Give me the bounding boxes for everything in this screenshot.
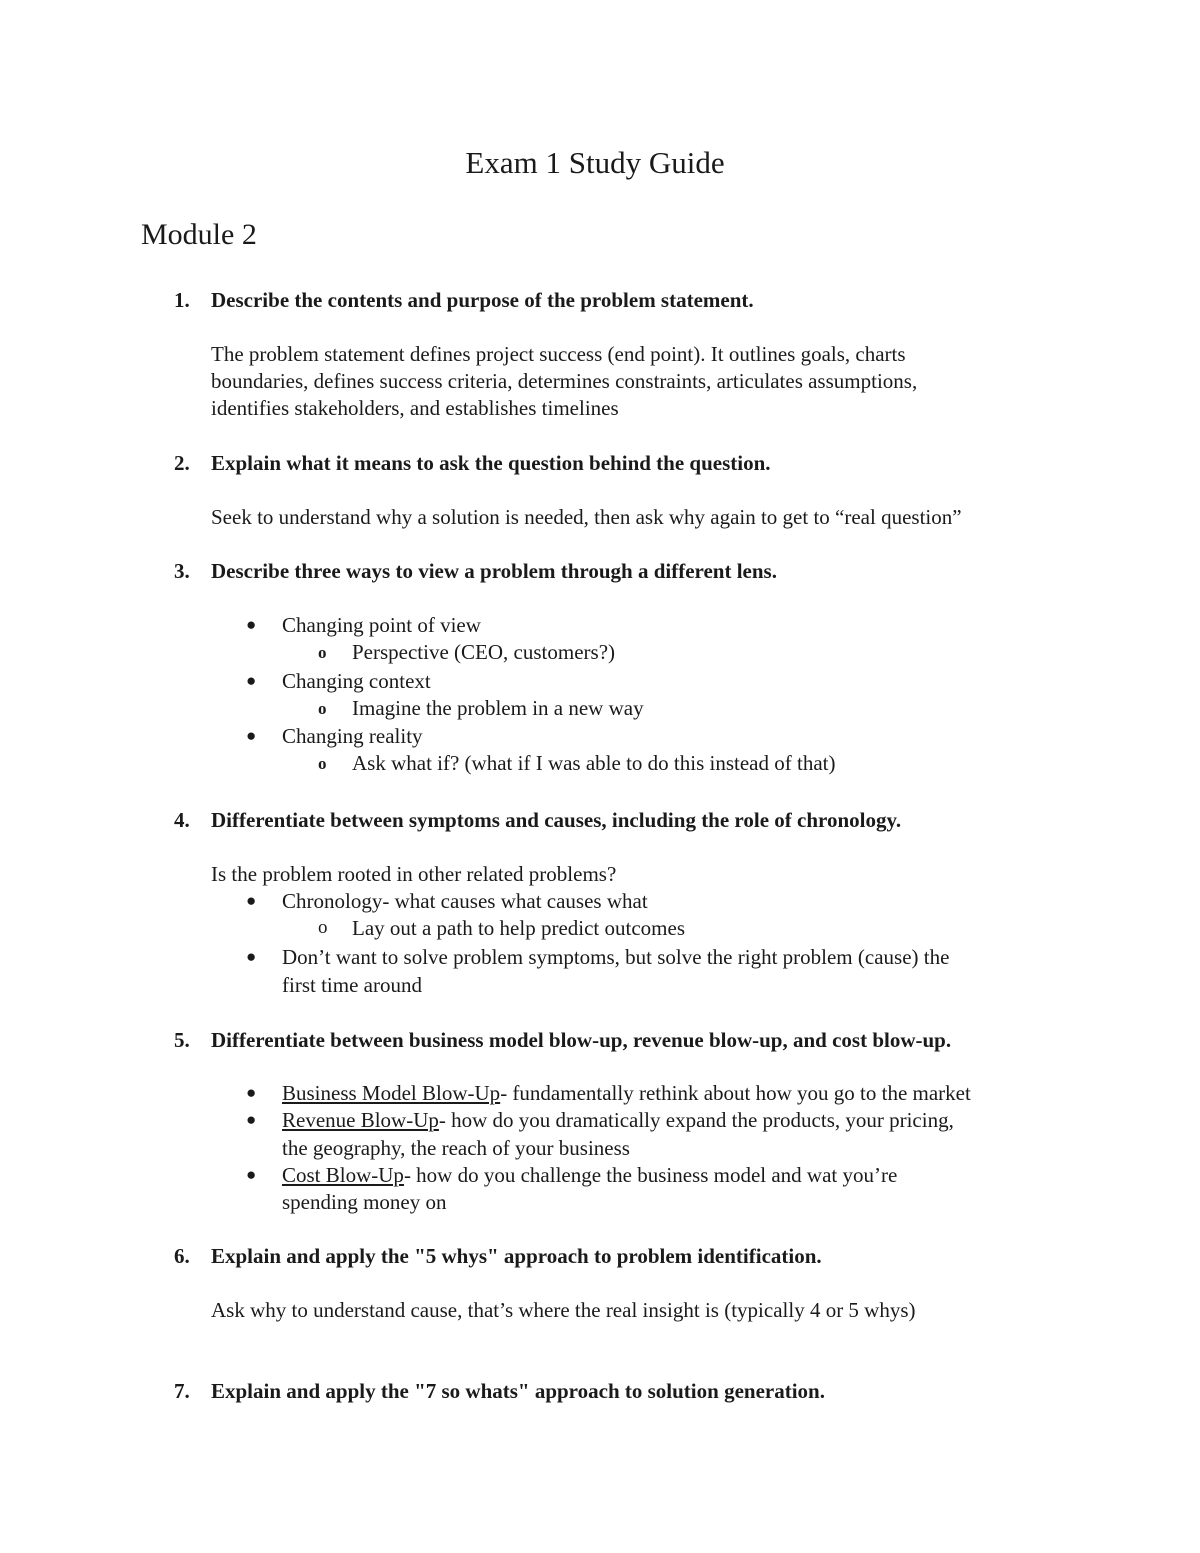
list-item: Changing context [282,669,431,693]
list-item-continued: first time around [282,973,422,997]
bullet-icon: ● [246,1165,257,1184]
sub-list-item: Ask what if? (what if I was able to do this instead of that) [352,751,836,775]
sub-bullet-icon: o [318,754,327,773]
list-item [282,1107,954,1133]
question-2: Explain what it means to ask the question behind the question. [211,451,771,475]
question-7: Explain and apply the "7 so whats" approach to solution generation. [211,1379,825,1403]
list-item: Changing point of view [282,613,481,637]
question-5: Differentiate between business model blow-up, revenue blow-up, and cost blow-up. [211,1028,952,1052]
page-title: Exam 1 Study Guide [465,145,725,180]
question-6: Explain and apply the "5 whys" approach to problem identification. [211,1244,822,1268]
answer-line: Seek to understand why a solution is needed, then ask why again to get to “real question” [211,505,962,529]
question-number: 1. [174,288,190,312]
bullet-icon: ● [246,891,257,910]
question-number: 2. [174,451,190,475]
term-revenue-blow-up: Revenue Blow-Up [282,1108,439,1132]
list-item [282,1162,897,1188]
term-business-model-blow-up: Business Model Blow-Up [282,1081,501,1105]
question-number: 3. [174,559,190,583]
answer-line: boundaries, defines success criteria, determines constraints, articulates assumptions, [211,369,918,393]
term-definition: - how do you dramatically expand the products, your pricing, [438,1108,954,1132]
sub-list-item: Imagine the problem in a new way [352,696,644,720]
answer-line: Is the problem rooted in other related problems? [211,862,617,886]
list-item: Chronology- what causes what causes what [282,889,648,913]
sub-bullet-icon: o [318,699,327,718]
sub-list-item: Lay out a path to help predict outcomes [352,916,685,940]
bullet-icon: ● [246,947,257,966]
bullet-icon: ● [246,1110,257,1129]
term-cost-blow-up: Cost Blow-Up [282,1163,404,1187]
answer-line: Ask why to understand cause, that’s where the real insight is (typically 4 or 5 whys) [211,1298,916,1322]
question-number: 6. [174,1244,190,1268]
bullet-icon: ● [246,615,257,634]
question-3: Describe three ways to view a problem through a different lens. [211,559,777,583]
answer-line: The problem statement defines project success (end point). It outlines goals, charts [211,342,906,366]
list-item-continued: spending money on [282,1190,447,1214]
question-4: Differentiate between symptoms and causes, including the role of chronology. [211,808,902,832]
bullet-icon: ● [246,1083,257,1102]
sub-bullet-icon: o [318,917,328,938]
list-item-continued: the geography, the reach of your business [282,1136,630,1160]
question-number: 7. [174,1379,190,1403]
module-heading: Module 2 [141,218,257,251]
answer-line: identifies stakeholders, and establishes timelines [211,396,619,420]
bullet-icon: ● [246,671,257,690]
sub-bullet-icon: o [318,643,327,662]
list-item: Don’t want to solve problem symptoms, but solve the right problem (cause) the [282,945,950,969]
question-number: 4. [174,808,190,832]
term-definition: - how do you challenge the business model and wat you’re [403,1163,898,1187]
term-definition: - fundamentally rethink about how you go to the market [500,1081,971,1105]
question-number: 5. [174,1028,190,1052]
bullet-icon: ● [246,726,257,745]
sub-list-item: Perspective (CEO, customers?) [352,640,616,664]
question-1: Describe the contents and purpose of the problem statement. [211,288,754,312]
list-item [282,1080,971,1106]
list-item: Changing reality [282,724,423,748]
